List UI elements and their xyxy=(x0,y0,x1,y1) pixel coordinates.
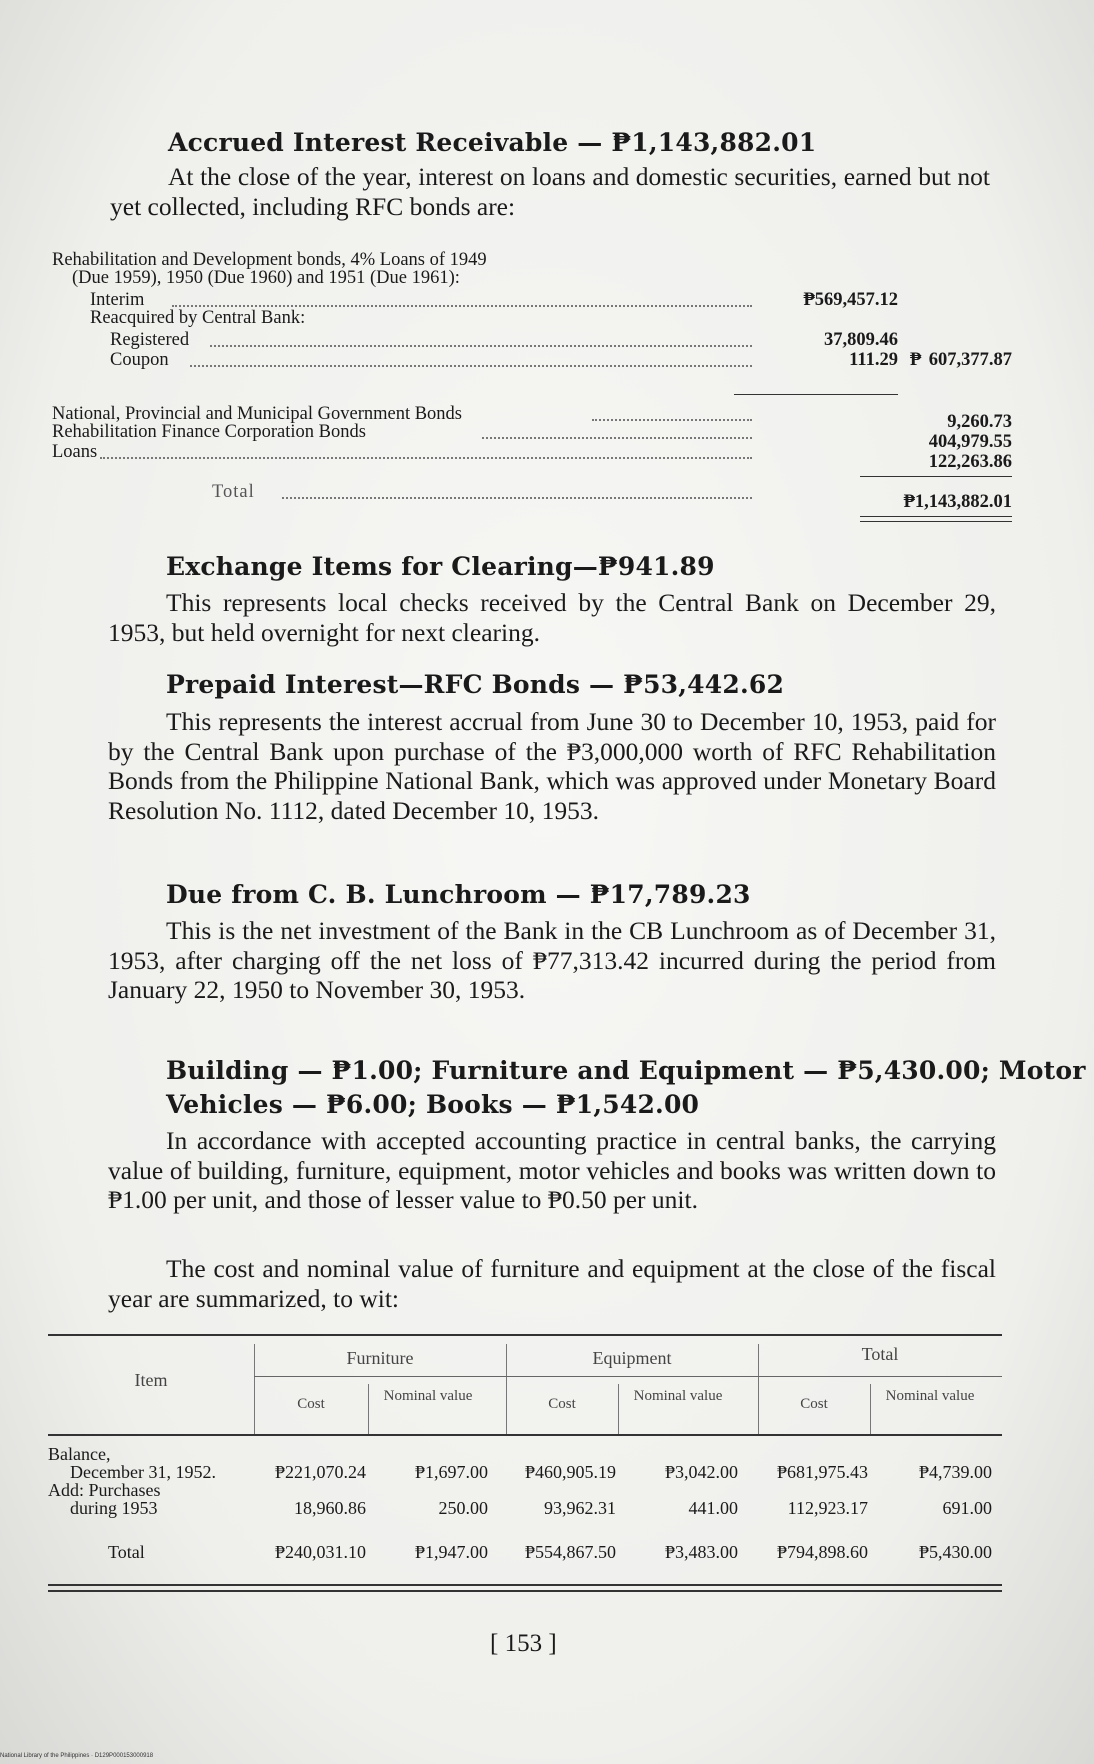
subheader-equipment-nominal: Nominal value xyxy=(633,1388,723,1404)
cell-balance-0: ₱221,070.24 xyxy=(274,1462,366,1482)
cell-total-1: ₱1,947.00 xyxy=(414,1542,488,1562)
cell-purchases-5: 691.00 xyxy=(942,1498,992,1518)
schedule-amt-total: ₱1,143,882.01 xyxy=(903,492,1012,512)
cell-purchases-1: 250.00 xyxy=(438,1498,488,1518)
section-heading-building-line1: Building — ₱1.00; Furniture and Equipment — ₱5,430.00; Motor xyxy=(166,1056,1086,1085)
cell-total-4: ₱794,898.60 xyxy=(776,1542,868,1562)
col-header-item: Item xyxy=(134,1370,168,1390)
cell-total-0: ₱240,031.10 xyxy=(274,1542,366,1562)
cell-balance-3: ₱3,042.00 xyxy=(664,1462,738,1482)
section-text-accrued-interest: At the close of the year, interest on loans and domestic securities, earned but not yet collected, including RFC bonds are: xyxy=(110,162,990,221)
schedule-line-rehab-1: Rehabilitation and Development bonds, 4% Loans of 1949 xyxy=(52,250,487,270)
section-heading-lunchroom: Due from C. B. Lunchroom — ₱17,789.23 xyxy=(166,880,751,909)
cell-balance-1: ₱1,697.00 xyxy=(414,1462,488,1482)
schedule-amt-interim: ₱569,457.12 xyxy=(803,290,898,310)
group-header-equipment: Equipment xyxy=(592,1348,672,1368)
cell-balance-5: ₱4,739.00 xyxy=(918,1462,992,1482)
total-rule xyxy=(860,476,1012,477)
leader-dots xyxy=(210,330,752,347)
schedule-label-coupon: Coupon xyxy=(110,350,169,370)
cell-balance-2: ₱460,905.19 xyxy=(524,1462,616,1482)
schedule-amt-national: 9,260.73 xyxy=(947,412,1012,432)
group-header-total: Total xyxy=(861,1344,899,1364)
table-top-rule xyxy=(48,1334,1002,1336)
schedule-peso-symbol: ₱ xyxy=(910,350,922,370)
row-label-balance-1: Balance, xyxy=(48,1444,111,1464)
schedule-amt-registered: 37,809.46 xyxy=(824,330,898,350)
cell-purchases-2: 93,962.31 xyxy=(544,1498,616,1518)
schedule-amt-subtotal: 607,377.87 xyxy=(928,350,1012,370)
group-rule xyxy=(254,1376,1002,1377)
page-number: [ 153 ] xyxy=(490,1630,557,1657)
schedule-amt-loans: 122,263.86 xyxy=(928,452,1012,472)
section-text-lunchroom: This is the net investment of the Bank in the CB Lunchroom as of December 31, 1953, after charging off the net loss of ₱77,313.42 incurred during the period from January 22, 1950 to November 30, 1953. xyxy=(108,916,996,1004)
section-heading-prepaid-interest: Prepaid Interest—RFC Bonds — ₱53,442.62 xyxy=(166,670,785,699)
cell-total-2: ₱554,867.50 xyxy=(524,1542,616,1562)
total-double-rule xyxy=(860,516,1012,522)
table-divider xyxy=(870,1384,871,1434)
table-bottom-rule-double xyxy=(48,1590,1002,1592)
section-text-cost-summary: The cost and nominal value of furniture and equipment at the close of the fiscal year are summarized, to wit: xyxy=(108,1254,996,1313)
section-text-prepaid-interest: This represents the interest accrual from June 30 to December 10, 1953, paid for by the Central Bank upon purchase of the ₱3,000,000 worth of RFC Rehabilitation Bonds from the Philippine National Bank, which was approved under Monetary Board Resolution No. 1112, dated December 10, 1953. xyxy=(108,707,996,825)
leader-dots xyxy=(172,290,752,307)
table-divider xyxy=(618,1384,619,1434)
subheader-furniture-nominal: Nominal value xyxy=(383,1388,473,1404)
schedule-label-reacquired: Reacquired by Central Bank: xyxy=(90,308,306,328)
subheader-total-nominal: Nominal value xyxy=(885,1388,975,1404)
section-heading-exchange-items: Exchange Items for Clearing—₱941.89 xyxy=(166,552,715,581)
cell-purchases-0: 18,960.86 xyxy=(294,1498,366,1518)
cell-total-5: ₱5,430.00 xyxy=(918,1542,992,1562)
cell-total-3: ₱3,483.00 xyxy=(664,1542,738,1562)
table-bottom-rule xyxy=(48,1584,1002,1586)
archive-footer: National Library of the Philippines · D129P000153000918 xyxy=(0,1753,154,1759)
header-bottom-rule xyxy=(48,1434,1002,1436)
cell-balance-4: ₱681,975.43 xyxy=(776,1462,868,1482)
row-label-total: Total xyxy=(108,1542,145,1562)
row-label-add-1: Add: Purchases xyxy=(48,1480,161,1500)
schedule-amt-coupon: 111.29 xyxy=(849,350,898,370)
section-text-exchange-items: This represents local checks received by the Central Bank on December 29, 1953, but held overnight for next clearing. xyxy=(108,588,996,647)
interest-schedule xyxy=(52,250,1012,510)
section-text-building: In accordance with accepted accounting practice in central banks, the carrying value of building, furniture, equipment, motor vehicles and books was written down to ₱1.00 per unit, and those of lesser value to ₱0.50 per unit. xyxy=(108,1126,996,1214)
row-label-balance-2: December 31, 1952. xyxy=(70,1462,216,1482)
furniture-equipment-table xyxy=(48,1334,1002,1594)
schedule-label-rfc: Rehabilitation Finance Corporation Bonds xyxy=(52,422,366,442)
section-heading-accrued-interest: Accrued Interest Receivable — ₱1,143,882.01 xyxy=(168,128,817,157)
schedule-amt-rfc: 404,979.55 xyxy=(928,432,1012,452)
cell-purchases-3: 441.00 xyxy=(688,1498,738,1518)
cell-purchases-4: 112,923.17 xyxy=(787,1498,868,1518)
schedule-label-total: Total xyxy=(212,482,255,502)
group-header-furniture: Furniture xyxy=(346,1348,414,1368)
schedule-label-registered: Registered xyxy=(110,330,190,350)
subheader-total-cost: Cost xyxy=(800,1396,828,1412)
schedule-label-loans: Loans xyxy=(52,442,98,462)
subtotal-rule xyxy=(734,394,898,395)
row-label-add-2: during 1953 xyxy=(70,1498,158,1518)
leader-dots xyxy=(190,350,752,367)
table-divider xyxy=(368,1384,369,1434)
subheader-equipment-cost: Cost xyxy=(548,1396,576,1412)
section-heading-building-line2: Vehicles — ₱6.00; Books — ₱1,542.00 xyxy=(166,1090,700,1119)
subheader-furniture-cost: Cost xyxy=(297,1396,325,1412)
schedule-label-interim: Interim xyxy=(90,290,145,310)
schedule-line-rehab-2: (Due 1959), 1950 (Due 1960) and 1951 (Due 1961): xyxy=(72,268,460,288)
schedule-label-national: National, Provincial and Municipal Government Bonds xyxy=(52,404,463,424)
